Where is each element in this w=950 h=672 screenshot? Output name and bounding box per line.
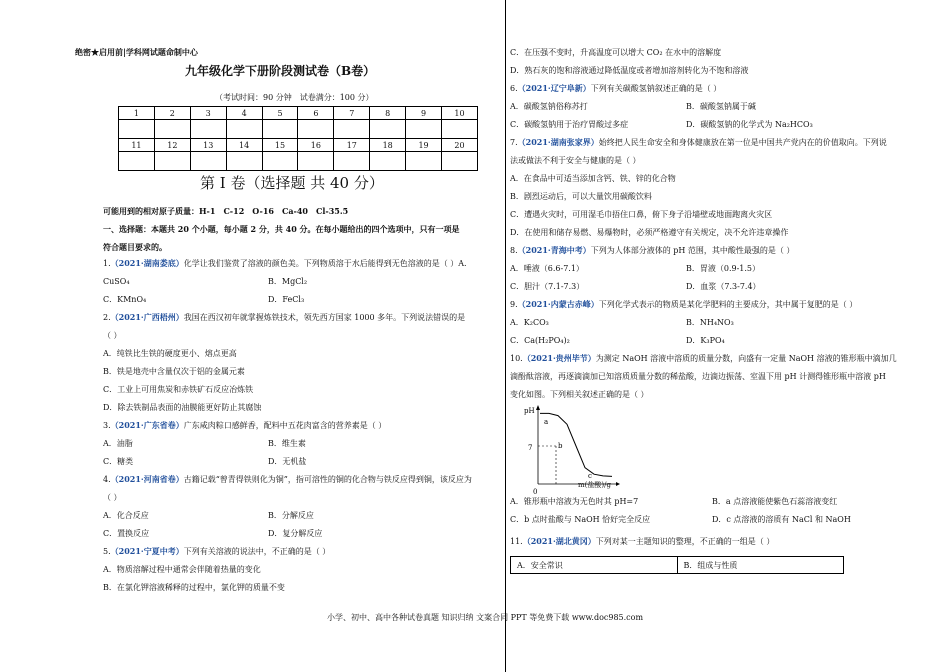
x-axis-arrow [616,482,620,486]
question-4-option-d[interactable]: D．复分解反应 [268,529,323,538]
point-a-label: a [544,418,549,426]
question-2-paren: （ ） [103,331,122,340]
question-1-option-c[interactable]: C．KMnO₄ [103,295,147,304]
question-3-option-b[interactable]: B．维生素 [268,439,306,448]
question-9-option-c[interactable]: C．Ca(H₂PO₄)₂ [510,336,570,345]
question-7-option-c[interactable]: C．遭遇火灾时，可用湿毛巾捂住口鼻，俯下身子沿墙壁或地面跑离火灾区 [510,210,773,219]
question-4-option-a[interactable]: A．化合反应 [103,511,149,520]
y-axis-arrow [536,405,540,410]
question-9-option-b[interactable]: B．NH₄NO₃ [686,318,734,327]
q11-cell-b: B．组成与性质 [677,557,844,574]
question-10-option-b[interactable]: B．a 点溶液能使紫色石蕊溶液变红 [712,497,838,506]
right-column [506,0,950,672]
question-7-option-d[interactable]: D．在使用和储存易燃、易爆物时，必须严格遵守有关规定，决不允许违章操作 [510,228,789,237]
question-10: 10.（2021·贵州毕节）为测定 NaOH 溶液中溶质的质量分数，向盛有一定量 NaOH 溶液的锥形瓶中滴加几 [510,353,897,363]
question-4-paren: （ ） [103,493,122,502]
question-7: 7.（2021·湖南张家界）始终把人民生命安全和身体健康放在第一位是中国共产党内在的价值取向。下列说 [510,137,887,147]
grid-row-numbers-2: 11 12 13 14 15 16 17 18 19 20 [119,139,478,152]
grid-row-answers-2 [119,152,478,171]
question-9-option-a[interactable]: A．K₂CO₃ [510,318,549,327]
question-2: 2.（2021·广西梧州）我国在西汉初年就掌握炼铁技术，领先西方国家 1000 多年。下列说法错误的是 [103,312,466,322]
question-1-option-d[interactable]: D．FeCl₃ [268,295,305,304]
y-axis-label: pH [524,407,535,415]
q11-cell-a: A．安全常识 [511,557,678,574]
question-8-option-c[interactable]: C．胆汁（7.1-7.3） [510,282,585,291]
question-6-option-a[interactable]: A．碳酸氢钠俗称苏打 [510,102,588,111]
question-3-option-d[interactable]: D．无机盐 [268,457,307,466]
tick-7-label: 7 [528,444,533,452]
question-8-option-d[interactable]: D．血浆（7.3-7.4） [686,282,761,291]
question-10-option-d[interactable]: D．c 点溶液的溶质有 NaCl 和 NaOH [712,515,851,524]
point-c-label: c [588,472,592,480]
question-8-option-b[interactable]: B．胃液（0.9-1.5） [686,264,761,273]
question-2-option-c[interactable]: C．工业上可用焦炭和赤铁矿石反应冶炼铁 [103,385,254,394]
atomic-masses: 可能用到的相对原子质量：H-1 C-12 O-16 Ca-40 Cl-35.5 [103,206,349,216]
answer-grid [118,106,478,171]
question-5-option-c[interactable]: C．在压强不变时，升高温度可以增大 CO₂ 在水中的溶解度 [510,48,722,57]
question-1: 1.（2021·湖南娄底）化学让我们鉴赏了溶液的颜色美。下列物质溶于水后能得到无色溶液的是（ ）A. [103,258,467,268]
question-6: 6.（2021·辽宁阜新）下列有关碳酸氢钠叙述正确的是（ ） [510,83,722,93]
question-4: 4.（2021·河南省卷）古籍记载“曾青得铁则化为铜”，指可溶性的铜的化合物与铁反应得到铜，该反应为 [103,474,472,484]
question-7-stem-cont: 法或做法不利于安全与健康的是（ ） [510,156,641,165]
question-6-option-d[interactable]: D．碳酸氢钠的化学式为 Na₂HCO₃ [686,120,813,129]
exam-info: （考试时间：90 分钟 试卷满分：100 分） [215,93,374,102]
question-5-option-a[interactable]: A．物质溶解过程中通常会伴随着热量的变化 [103,565,261,574]
question-2-option-a[interactable]: A．纯铁比生铁的硬度更小、熔点更高 [103,349,237,358]
question-2-option-d[interactable]: D．除去铁制品表面的油膜能更好防止其腐蚀 [103,403,262,412]
question-10-stem-cont-2: 变化如图。下列相关叙述正确的是（ ） [510,390,649,399]
secret-header: 绝密★启用前|学科网试题命制中心 [75,47,198,57]
section-title: 第 I 卷（选择题 共 40 分） [200,174,384,192]
point-b-label: b [558,442,563,450]
question-10-stem-cont-1: 滴酚酞溶液，再逐滴滴加已知溶质质量分数的稀盐酸，边滴边振荡、室温下用 pH 计测得锥形瓶中溶液 pH [510,372,886,381]
question-6-option-c[interactable]: C．碳酸氢钠用于治疗胃酸过多症 [510,120,629,129]
question-7-option-a[interactable]: A．在食品中可适当添加含钙、铁、锌的化合物 [510,174,676,183]
instructions-line-2: 符合题目要求的。 [103,242,167,252]
question-9: 9.（2021·内蒙古赤峰）下列化学式表示的物质是某化学肥料的主要成分，其中属于复肥的是（ ） [510,299,858,309]
origin-label: 0 [533,488,538,496]
question-3: 3.（2021·广东省卷）广东咸肉粽口感鲜香，配料中五花肉富含的营养素是（ ） [103,420,387,430]
question-1-option-a[interactable]: CuSO₄ [103,277,130,286]
question-10-option-a[interactable]: A．锥形瓶中溶液为无色时其 pH=7 [510,497,639,506]
question-11: 11.（2021·湖北黄冈）下列对某一主题知识的整理，不正确的一组是（ ） [510,536,775,546]
ph-curve-line [540,413,612,476]
question-5-option-b[interactable]: B．在氯化钾溶液稀释的过程中，氯化钾的质量不变 [103,583,285,592]
x-axis-label: m(盐酸)/g [578,481,611,489]
question-4-option-c[interactable]: C．置换反应 [103,529,150,538]
question-5: 5.（2021·宁夏中考）下列有关溶液的说法中，不正确的是（ ） [103,546,331,556]
question-3-option-a[interactable]: A．油脂 [103,439,133,448]
question-2-option-b[interactable]: B．铁是地壳中含量仅次于铝的金属元素 [103,367,245,376]
question-3-option-c[interactable]: C．糖类 [103,457,134,466]
question-1-option-b[interactable]: B．MgCl₂ [268,277,308,286]
question-4-option-b[interactable]: B．分解反应 [268,511,314,520]
exam-title: 九年级化学下册阶段测试卷（B卷） [185,64,376,78]
question-9-option-d[interactable]: D．K₃PO₄ [686,336,725,345]
question-8: 8.（2021·青海中考）下列为人体部分液体的 pH 范围，其中酸性最强的是（ ） [510,245,795,255]
grid-row-answers-1 [119,120,478,139]
instructions-line-1: 一、选择题：本题共 20 个小题，每小题 2 分，共 40 分。在每小题给出的四个选项中，只有一项是 [103,224,460,234]
question-11-table [510,556,844,574]
page-footer: 小学、初中、高中各种试卷真题 知识归纳 文案合同 PPT 等免费下载 www.doc985.com [327,613,644,622]
question-7-option-b[interactable]: B．剧烈运动后，可以大量饮用碳酸饮料 [510,192,652,201]
grid-row-numbers-1: 1 2 3 4 5 6 7 8 9 10 [119,107,478,120]
question-8-option-a[interactable]: A．唾液（6.6-7.1） [510,264,584,273]
question-10-option-c[interactable]: C．b 点时盐酸与 NaOH 恰好完全反应 [510,515,651,524]
question-5-option-d[interactable]: D．熟石灰的饱和溶液通过降低温度或者增加溶剂转化为不饱和溶液 [510,66,749,75]
question-6-option-b[interactable]: B．碳酸氢钠属于碱 [686,102,756,111]
